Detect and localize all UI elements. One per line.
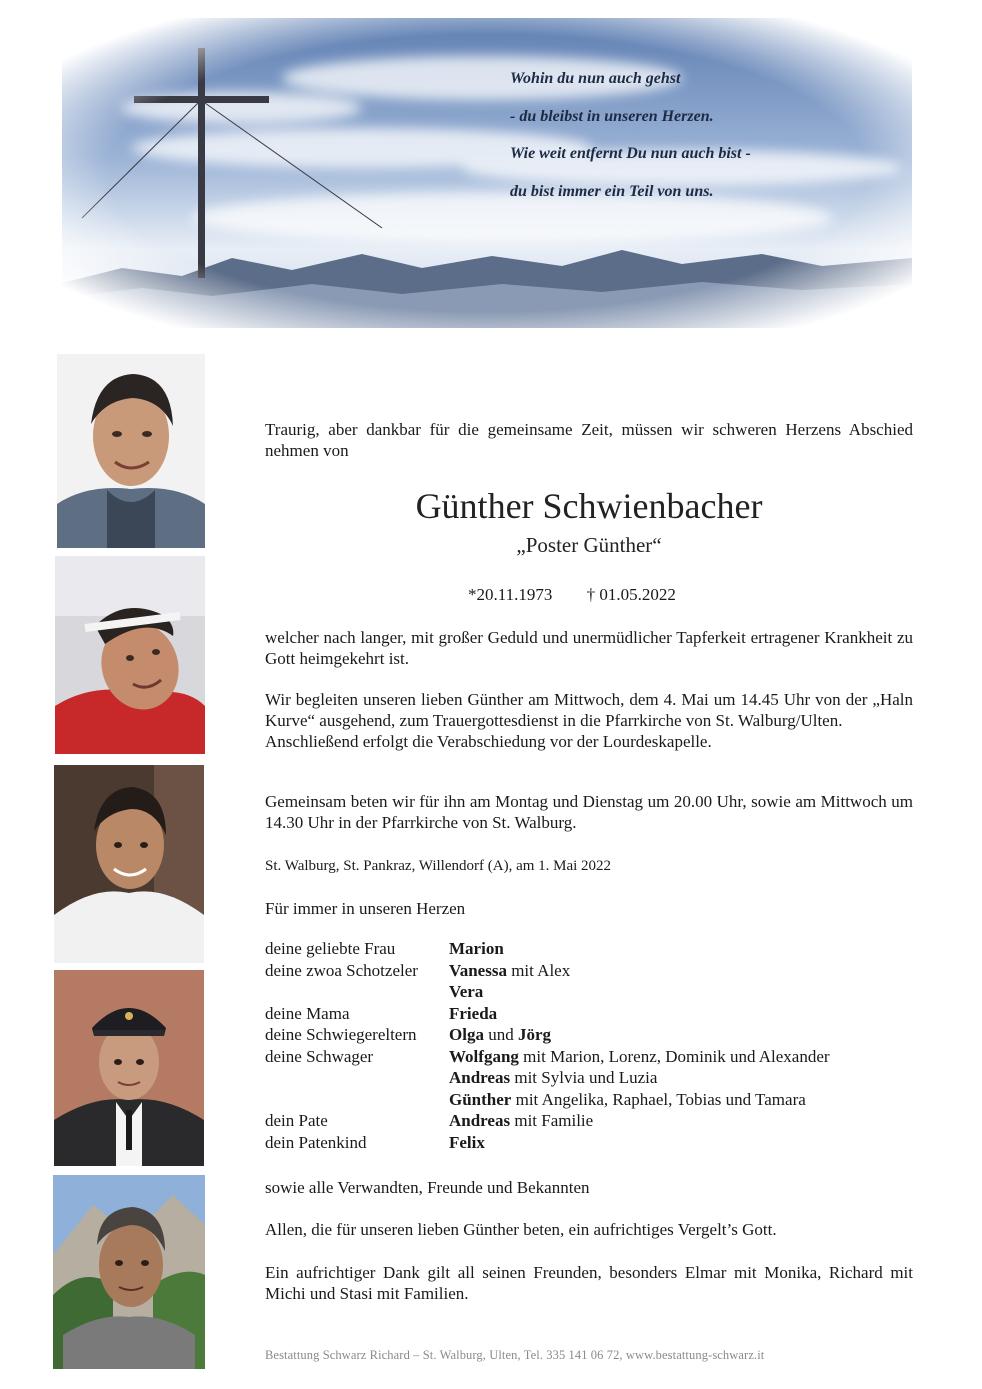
- family-row: [265, 1003, 925, 1025]
- relation-label: dein Pate: [265, 1111, 328, 1130]
- family-row: [265, 938, 925, 960]
- portrait-photo-1: [57, 354, 205, 548]
- family-row: [265, 960, 925, 982]
- family-name: Felix: [449, 1132, 485, 1152]
- family-detail: mit Angelika, Raphael, Tobias und Tamara: [511, 1089, 806, 1109]
- family-name: Andreas: [449, 1111, 511, 1130]
- poem: [510, 60, 840, 210]
- funeral-home-footer: Bestattung Schwarz Richard – St. Walburg, Ulten, Tel. 335 141 06 72, www.bestattung-schwarz.it: [265, 1348, 765, 1362]
- family-row: [265, 1024, 925, 1046]
- relation-label: deine Schwiegereltern: [265, 1025, 417, 1044]
- portrait-photo-4: [54, 970, 204, 1166]
- relation-label: [265, 1067, 449, 1089]
- always-in-hearts: Für immer in unseren Herzen: [265, 899, 466, 918]
- prayer-thanks-line: Allen, die für unseren lieben Günther beten, ein aufrichtiges Vergelt’s Gott.: [265, 1220, 777, 1239]
- paragraph-prayer-times: Gemeinsam beten wir für ihn am Montag und Dienstag um 20.00 Uhr, sowie am Mittwoch um 14.30 Uhr in der Pfarrkirche von St. Walburg.: [265, 792, 913, 832]
- poem-line: - du bleibst in unseren Herzen.: [510, 107, 714, 125]
- poem-line: Wie weit entfernt Du nun auch bist -: [510, 145, 751, 162]
- relation-label: [265, 981, 449, 1003]
- poem-line: du bist immer ein Teil von uns.: [510, 182, 714, 200]
- death-date: † 01.05.2022: [586, 585, 676, 604]
- family-name: Frieda: [449, 1003, 498, 1023]
- family-name: Marion: [449, 939, 504, 958]
- portrait-photo-3: [54, 765, 204, 963]
- portrait-photo-2: [55, 556, 205, 754]
- family-detail: mit Alex: [506, 960, 571, 980]
- paragraph-funeral: [265, 689, 913, 752]
- family-name: Vera: [449, 982, 484, 1001]
- farewell-text: Anschließend erfolgt die Verabschiedung vor der Lourdeskapelle.: [265, 732, 712, 751]
- thanks-paragraph: Ein aufrichtiger Dank gilt all seinen Freunden, besonders Elmar mit Monika, Richard mit Michi und Stasi mit Familien.: [265, 1263, 913, 1303]
- relation-label: [265, 1089, 449, 1111]
- family-row: [265, 981, 925, 1003]
- relation-label: dein Patenkind: [265, 1132, 367, 1152]
- family-name: Olga: [449, 1025, 484, 1044]
- portrait-photo-5: [53, 1175, 205, 1369]
- family-name: Günther: [449, 1089, 512, 1109]
- relatives-line: sowie alle Verwandten, Freunde und Bekannten: [265, 1178, 590, 1197]
- relation-label: deine geliebte Frau: [265, 939, 396, 958]
- life-dates: [468, 584, 676, 606]
- deceased-nickname: „Poster Günther“: [516, 533, 662, 557]
- intro-text: Traurig, aber dankbar für die gemeinsame Zeit, müssen wir schweren Herzens Abschied nehmen von: [265, 420, 913, 460]
- place-date-line: St. Walburg, St. Pankraz, Willendorf (A), am 1. Mai 2022: [265, 858, 612, 874]
- family-row: [265, 1089, 925, 1111]
- poem-line: Wohin du nun auch gehst: [510, 70, 681, 87]
- birth-date: *20.11.1973: [468, 585, 553, 604]
- family-name: Jörg: [517, 1025, 551, 1044]
- family-row: [265, 1110, 925, 1132]
- paragraph-illness: welcher nach langer, mit großer Geduld und unermüdlicher Tapferkeit ertragener Krankheit zu Gott heimgekehrt ist.: [265, 628, 913, 668]
- deceased-name: Günther Schwienbacher: [415, 486, 763, 526]
- family-name: Andreas: [449, 1068, 511, 1087]
- relation-label: deine Schwager: [265, 1046, 374, 1066]
- family-list: [265, 938, 925, 1153]
- family-detail: mit Marion, Lorenz, Dominik und Alexander: [518, 1046, 830, 1066]
- family-detail: mit Familie: [510, 1111, 594, 1130]
- family-detail: und: [483, 1025, 518, 1044]
- relation-label: deine zwoa Schotzeler: [265, 960, 418, 980]
- funeral-text: Wir begleiten unseren lieben Günther am Mittwoch, dem 4. Mai um 14.45 Uhr von der „Haln Kurve“ ausgehend, zum Trauergottesdienst in die Pfarrkirche von St. Walburg/Ulten.: [265, 690, 913, 730]
- family-name: Vanessa: [449, 960, 507, 980]
- family-row: [265, 1067, 925, 1089]
- family-row: [265, 1132, 925, 1154]
- family-name: Wolfgang: [449, 1046, 519, 1066]
- family-row: [265, 1046, 925, 1068]
- relation-label: deine Mama: [265, 1003, 350, 1023]
- family-detail: mit Sylvia und Luzia: [510, 1068, 658, 1087]
